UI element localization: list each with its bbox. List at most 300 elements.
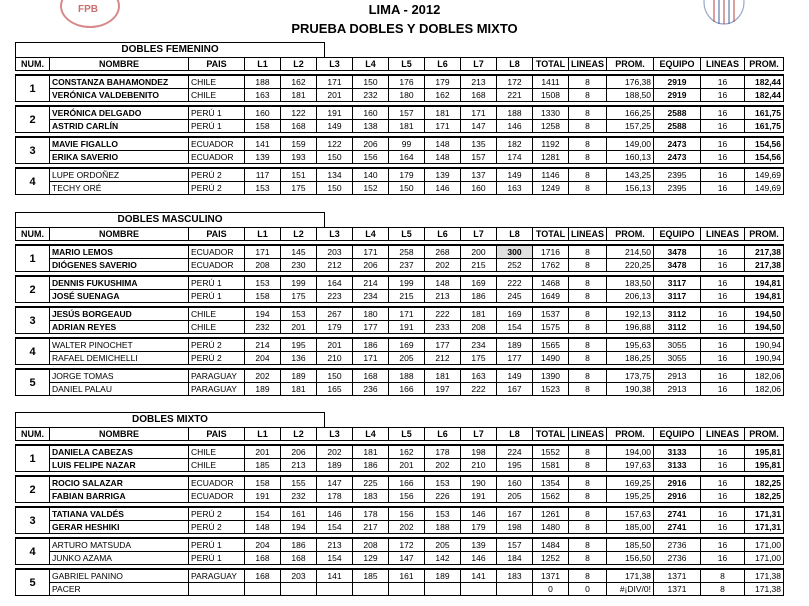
game-score-l8: 245	[497, 290, 533, 303]
team-average: 171,31	[745, 521, 784, 534]
team-lines: 16	[701, 120, 745, 133]
average: 214,50	[607, 245, 654, 259]
column-header: L3	[317, 428, 353, 441]
team-average: 154,56	[745, 151, 784, 164]
player-name: TECHY ORÉ	[50, 182, 189, 195]
average: 149,00	[607, 137, 654, 151]
lines: 8	[569, 137, 607, 151]
country: PERÚ 1	[189, 276, 245, 290]
column-header: PROM.	[607, 58, 654, 71]
game-score-l3: 212	[317, 259, 353, 272]
game-score-l6: 162	[425, 89, 461, 102]
game-score-l7: 234	[461, 338, 497, 352]
game-score-l3: 150	[317, 151, 353, 164]
game-score-l4: 171	[353, 245, 389, 259]
game-score-l8: 184	[497, 552, 533, 565]
game-score-l7: 160	[461, 182, 497, 195]
table-row	[16, 276, 784, 290]
team-lines: 16	[701, 245, 745, 259]
average: 192,13	[607, 307, 654, 321]
lines: 8	[569, 459, 607, 472]
game-score-l7: 171	[461, 106, 497, 120]
game-score-l7: 147	[461, 120, 497, 133]
game-score-l8: 188	[497, 106, 533, 120]
game-score-l2: 175	[281, 290, 317, 303]
game-score-l1: 139	[245, 151, 281, 164]
team-total: 2473	[654, 151, 701, 164]
game-score-l4: 183	[353, 490, 389, 503]
game-score-l2: 168	[281, 552, 317, 565]
rank-cell: 4	[16, 538, 50, 565]
header-row	[16, 428, 784, 441]
game-score-l7: 213	[461, 75, 497, 89]
game-score-l5: 161	[389, 569, 425, 583]
table-row	[16, 290, 784, 303]
game-score-l3: 191	[317, 106, 353, 120]
game-score-l6: 212	[425, 352, 461, 365]
team-total: 2736	[654, 538, 701, 552]
game-score-l5: 188	[389, 369, 425, 383]
section-title: DOBLES MASCULINO	[15, 212, 325, 227]
column-header: NUM.	[16, 228, 50, 241]
game-score-l7: 179	[461, 521, 497, 534]
game-score-l8: 169	[497, 307, 533, 321]
game-score-l5: 201	[389, 459, 425, 472]
game-score-l3: 189	[317, 459, 353, 472]
column-header: L1	[245, 228, 281, 241]
average: 173,75	[607, 369, 654, 383]
game-score-l5: 172	[389, 538, 425, 552]
player-name: RAFAEL DEMICHELLI	[50, 352, 189, 365]
team-average: 161,75	[745, 120, 784, 133]
team-average: 190,94	[745, 338, 784, 352]
game-score-l1: 117	[245, 168, 281, 182]
average: 183,50	[607, 276, 654, 290]
game-score-l5: 164	[389, 151, 425, 164]
team-total: 2473	[654, 137, 701, 151]
lines: 8	[569, 569, 607, 583]
table-row	[16, 476, 784, 490]
game-score-l2: 153	[281, 307, 317, 321]
player-name: ERIKA SAVERIO	[50, 151, 189, 164]
total: 0	[533, 583, 569, 596]
game-score-l4: 138	[353, 120, 389, 133]
game-score-l8: 167	[497, 507, 533, 521]
game-score-l6: 171	[425, 120, 461, 133]
average: 190,38	[607, 383, 654, 396]
lines: 8	[569, 383, 607, 396]
player-name: WALTER PINOCHET	[50, 338, 189, 352]
game-score-l7: 175	[461, 352, 497, 365]
column-header: LINEAS	[569, 428, 607, 441]
team-lines: 16	[701, 259, 745, 272]
game-score-l6: 179	[425, 75, 461, 89]
game-score-l1: 202	[245, 369, 281, 383]
game-score-l1: 153	[245, 182, 281, 195]
total: 1390	[533, 369, 569, 383]
table-row	[16, 369, 784, 383]
team-average: 194,81	[745, 290, 784, 303]
player-name: LUIS FELIPE NAZAR	[50, 459, 189, 472]
column-header: L7	[461, 58, 497, 71]
game-score-l5: 215	[389, 290, 425, 303]
team-average: 195,81	[745, 459, 784, 472]
game-score-l2: 181	[281, 89, 317, 102]
table-row	[16, 583, 784, 596]
game-score-l1: 194	[245, 307, 281, 321]
game-score-l8: 154	[497, 321, 533, 334]
game-score-l2: 232	[281, 490, 317, 503]
table-row	[16, 338, 784, 352]
rank-cell: 1	[16, 245, 50, 272]
player-name: ARTURO MATSUDA	[50, 538, 189, 552]
game-score-l4: 232	[353, 89, 389, 102]
player-name: TATIANA VALDÉS	[50, 507, 189, 521]
column-header: PROM.	[745, 58, 784, 71]
player-name: PACER	[50, 583, 189, 596]
team-total: 3133	[654, 459, 701, 472]
total: 1649	[533, 290, 569, 303]
game-score-l7: 141	[461, 569, 497, 583]
average: 206,13	[607, 290, 654, 303]
game-score-l2: 199	[281, 276, 317, 290]
game-score-l1: 154	[245, 507, 281, 521]
average: 156,13	[607, 182, 654, 195]
game-score-l3: 134	[317, 168, 353, 182]
team-average: 217,38	[745, 245, 784, 259]
game-score-l6: 213	[425, 290, 461, 303]
lines: 8	[569, 338, 607, 352]
column-header: PAIS	[189, 428, 245, 441]
player-name: MARIO LEMOS	[50, 245, 189, 259]
total: 1411	[533, 75, 569, 89]
country: ECUADOR	[189, 245, 245, 259]
federation-logo-left: FPB	[60, 0, 120, 28]
game-score-l1	[245, 583, 281, 596]
country: PERÚ 1	[189, 106, 245, 120]
game-score-l2: 201	[281, 321, 317, 334]
lines: 8	[569, 290, 607, 303]
game-score-l8: 205	[497, 490, 533, 503]
game-score-l2: 189	[281, 369, 317, 383]
game-score-l3: 201	[317, 89, 353, 102]
total: 1575	[533, 321, 569, 334]
game-score-l2: 155	[281, 476, 317, 490]
game-score-l7: 146	[461, 507, 497, 521]
team-average: 154,56	[745, 137, 784, 151]
lines: 0	[569, 583, 607, 596]
team-total: 2916	[654, 476, 701, 490]
total: 1581	[533, 459, 569, 472]
lines: 8	[569, 445, 607, 459]
player-name: LUPE ORDOÑEZ	[50, 168, 189, 182]
game-score-l1: 158	[245, 120, 281, 133]
country: PERÚ 2	[189, 352, 245, 365]
total: 1252	[533, 552, 569, 565]
team-average: 182,25	[745, 490, 784, 503]
table-row	[16, 321, 784, 334]
team-average: 194,50	[745, 307, 784, 321]
section-dobles-mixto	[15, 412, 784, 596]
column-header: L1	[245, 428, 281, 441]
game-score-l8: 172	[497, 75, 533, 89]
game-score-l7: 168	[461, 89, 497, 102]
column-header: TOTAL	[533, 228, 569, 241]
team-average: 182,06	[745, 383, 784, 396]
column-header: L8	[497, 228, 533, 241]
game-score-l2: 145	[281, 245, 317, 259]
game-score-l6: 222	[425, 307, 461, 321]
rank-cell: 2	[16, 476, 50, 503]
game-score-l1: 158	[245, 476, 281, 490]
team-average: 182,06	[745, 369, 784, 383]
table-row	[16, 182, 784, 195]
average: 195,25	[607, 490, 654, 503]
column-header: EQUIPO	[654, 428, 701, 441]
game-score-l4: 208	[353, 538, 389, 552]
total: 1537	[533, 307, 569, 321]
game-score-l1: 232	[245, 321, 281, 334]
game-score-l1: 168	[245, 569, 281, 583]
game-score-l3: 154	[317, 552, 353, 565]
total: 1565	[533, 338, 569, 352]
table-row	[16, 507, 784, 521]
team-average: 171,31	[745, 507, 784, 521]
column-header: LINEAS	[701, 58, 745, 71]
column-header: PROM.	[745, 228, 784, 241]
game-score-l3: 122	[317, 137, 353, 151]
game-score-l4: 180	[353, 307, 389, 321]
game-score-l7: 191	[461, 490, 497, 503]
game-score-l5: 147	[389, 552, 425, 565]
team-total: 2913	[654, 383, 701, 396]
game-score-l1: 214	[245, 338, 281, 352]
game-score-l4: 206	[353, 137, 389, 151]
column-header: LINEAS	[701, 228, 745, 241]
game-score-l2: 186	[281, 538, 317, 552]
team-total: 2916	[654, 490, 701, 503]
game-score-l4: 156	[353, 151, 389, 164]
game-score-l2: 175	[281, 182, 317, 195]
rank-cell: 3	[16, 507, 50, 534]
team-average: 190,94	[745, 352, 784, 365]
game-score-l4: 225	[353, 476, 389, 490]
team-total: 2588	[654, 120, 701, 133]
game-score-l2: 161	[281, 507, 317, 521]
game-score-l1: 191	[245, 490, 281, 503]
team-average: 171,38	[745, 569, 784, 583]
average: 171,38	[607, 569, 654, 583]
game-score-l6: 181	[425, 369, 461, 383]
country: PERÚ 1	[189, 290, 245, 303]
rank-cell: 5	[16, 569, 50, 596]
game-score-l6: 189	[425, 569, 461, 583]
game-score-l5: 258	[389, 245, 425, 259]
table-row	[16, 106, 784, 120]
game-score-l4: 236	[353, 383, 389, 396]
column-header: PAIS	[189, 58, 245, 71]
average: 194,00	[607, 445, 654, 459]
player-name: JUNKO AZAMA	[50, 552, 189, 565]
country: ECUADOR	[189, 476, 245, 490]
column-header: TOTAL	[533, 58, 569, 71]
total: 1146	[533, 168, 569, 182]
column-header: PROM.	[745, 428, 784, 441]
lines: 8	[569, 538, 607, 552]
page-title: LIMA - 2012	[368, 2, 441, 17]
table-row	[16, 445, 784, 459]
average: 185,50	[607, 538, 654, 552]
game-score-l6: 142	[425, 552, 461, 565]
results-table	[15, 57, 784, 195]
game-score-l8: 163	[497, 182, 533, 195]
country: CHILE	[189, 307, 245, 321]
table-row	[16, 521, 784, 534]
column-header: EQUIPO	[654, 58, 701, 71]
team-total: 1371	[654, 583, 701, 596]
team-total: 3112	[654, 321, 701, 334]
player-name: ASTRID CARLÍN	[50, 120, 189, 133]
game-score-l5: 166	[389, 476, 425, 490]
game-score-l2: 206	[281, 445, 317, 459]
country: CHILE	[189, 321, 245, 334]
average: 197,63	[607, 459, 654, 472]
game-score-l1: 185	[245, 459, 281, 472]
country: PERÚ 1	[189, 538, 245, 552]
game-score-l4: 140	[353, 168, 389, 182]
country: ECUADOR	[189, 137, 245, 151]
column-header: L5	[389, 58, 425, 71]
page-subtitle: PRUEBA DOBLES Y DOBLES MIXTO	[291, 21, 518, 36]
country: PERÚ 1	[189, 552, 245, 565]
average: 160,13	[607, 151, 654, 164]
total: 1354	[533, 476, 569, 490]
game-score-l7: 200	[461, 245, 497, 259]
team-average: 194,81	[745, 276, 784, 290]
game-score-l5: 191	[389, 321, 425, 334]
game-score-l4	[353, 583, 389, 596]
column-header: PROM.	[607, 228, 654, 241]
total: 1261	[533, 507, 569, 521]
game-score-l7: 198	[461, 445, 497, 459]
team-total: 3133	[654, 445, 701, 459]
game-score-l4: 185	[353, 569, 389, 583]
column-header: L2	[281, 428, 317, 441]
game-score-l6: 202	[425, 259, 461, 272]
game-score-l1: 160	[245, 106, 281, 120]
total: 1371	[533, 569, 569, 583]
game-score-l8: 252	[497, 259, 533, 272]
table-row	[16, 538, 784, 552]
team-total: 3117	[654, 290, 701, 303]
game-score-l6: 205	[425, 538, 461, 552]
game-score-l6: 226	[425, 490, 461, 503]
team-total: 2395	[654, 168, 701, 182]
column-header: L7	[461, 428, 497, 441]
country: ECUADOR	[189, 259, 245, 272]
game-score-l7: 190	[461, 476, 497, 490]
column-header: L6	[425, 428, 461, 441]
game-score-l1: 141	[245, 137, 281, 151]
game-score-l2	[281, 583, 317, 596]
team-total: 2588	[654, 106, 701, 120]
game-score-l1: 208	[245, 259, 281, 272]
lines: 8	[569, 321, 607, 334]
game-score-l3: 147	[317, 476, 353, 490]
average: 157,25	[607, 120, 654, 133]
game-score-l4: 177	[353, 321, 389, 334]
game-score-l5	[389, 583, 425, 596]
column-header: L2	[281, 228, 317, 241]
game-score-l7	[461, 583, 497, 596]
lines: 8	[569, 259, 607, 272]
game-score-l6: 177	[425, 338, 461, 352]
country: CHILE	[189, 445, 245, 459]
game-score-l8: 167	[497, 383, 533, 396]
team-total: 3478	[654, 245, 701, 259]
team-total: 3055	[654, 352, 701, 365]
team-average: 149,69	[745, 182, 784, 195]
game-score-l3: 201	[317, 338, 353, 352]
country: ECUADOR	[189, 151, 245, 164]
game-score-l3: 150	[317, 182, 353, 195]
average: 196,88	[607, 321, 654, 334]
team-lines: 16	[701, 459, 745, 472]
total: 1192	[533, 137, 569, 151]
game-score-l7: 208	[461, 321, 497, 334]
team-average: 149,69	[745, 168, 784, 182]
average: 176,38	[607, 75, 654, 89]
team-total: 1371	[654, 569, 701, 583]
game-score-l8: 195	[497, 459, 533, 472]
game-score-l7: 222	[461, 383, 497, 396]
country: ECUADOR	[189, 490, 245, 503]
game-score-l6: 148	[425, 151, 461, 164]
game-score-l2: 203	[281, 569, 317, 583]
game-score-l1: 189	[245, 383, 281, 396]
team-total: 3112	[654, 307, 701, 321]
column-header: LINEAS	[701, 428, 745, 441]
lines: 8	[569, 168, 607, 182]
column-header: NUM.	[16, 428, 50, 441]
table-row	[16, 569, 784, 583]
team-lines: 16	[701, 445, 745, 459]
column-header: L3	[317, 228, 353, 241]
average: 185,00	[607, 521, 654, 534]
game-score-l6: 148	[425, 137, 461, 151]
total: 1330	[533, 106, 569, 120]
game-score-l7: 163	[461, 369, 497, 383]
lines: 8	[569, 552, 607, 565]
average: 220,25	[607, 259, 654, 272]
average: 195,63	[607, 338, 654, 352]
player-name: DENNIS FUKUSHIMA	[50, 276, 189, 290]
rank-cell: 2	[16, 276, 50, 303]
results-table	[15, 427, 784, 596]
average: 157,63	[607, 507, 654, 521]
game-score-l1: 168	[245, 552, 281, 565]
column-header: L2	[281, 58, 317, 71]
average: 186,25	[607, 352, 654, 365]
country: CHILE	[189, 89, 245, 102]
column-header: PROM.	[607, 428, 654, 441]
country: CHILE	[189, 459, 245, 472]
team-lines: 8	[701, 569, 745, 583]
team-lines: 16	[701, 383, 745, 396]
country: PARAGUAY	[189, 383, 245, 396]
lines: 8	[569, 369, 607, 383]
column-header: TOTAL	[533, 428, 569, 441]
